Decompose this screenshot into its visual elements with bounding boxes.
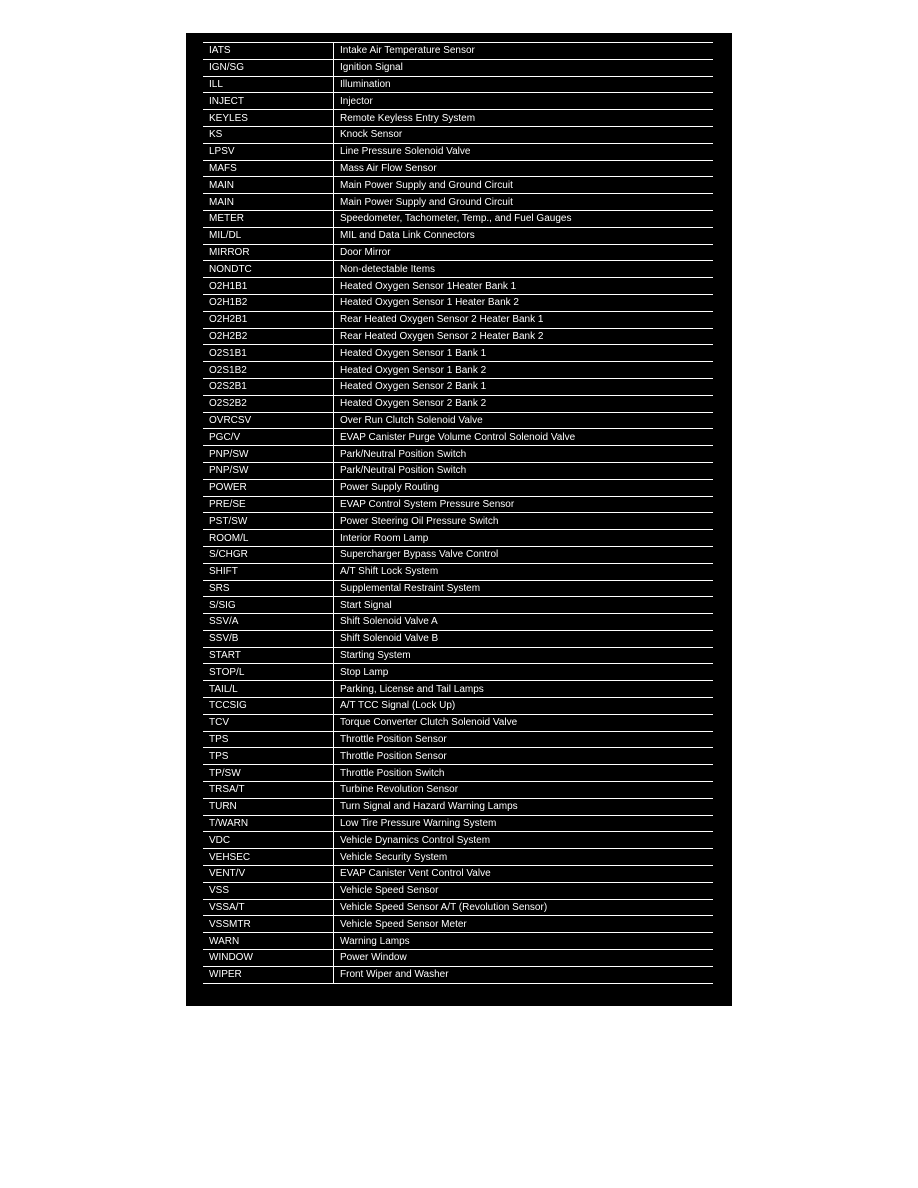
abbreviation-code: TRSA/T: [203, 782, 334, 799]
abbreviation-description: Power Supply Routing: [334, 479, 714, 496]
abbreviation-code: VSS: [203, 882, 334, 899]
abbreviation-description: Throttle Position Switch: [334, 765, 714, 782]
table-row: [203, 782, 713, 799]
abbreviation-description: Rear Heated Oxygen Sensor 2 Heater Bank 2: [334, 328, 714, 345]
abbreviation-description: Power Window: [334, 950, 714, 967]
abbreviation-code: PRE/SE: [203, 496, 334, 513]
table-row: [203, 59, 713, 76]
abbreviation-description: Heated Oxygen Sensor 1 Bank 2: [334, 362, 714, 379]
abbreviation-code: O2S2B1: [203, 378, 334, 395]
abbreviation-code: SSV/A: [203, 614, 334, 631]
table-row: [203, 261, 713, 278]
abbreviation-code: POWER: [203, 479, 334, 496]
abbreviation-code: MIL/DL: [203, 227, 334, 244]
table-row: [203, 899, 713, 916]
abbreviation-code: SHIFT: [203, 563, 334, 580]
table-row: [203, 110, 713, 127]
abbreviation-description: Stop Lamp: [334, 664, 714, 681]
abbreviation-code: VEHSEC: [203, 849, 334, 866]
abbreviation-description: Low Tire Pressure Warning System: [334, 815, 714, 832]
abbreviation-code: TCCSIG: [203, 698, 334, 715]
abbreviation-code: IATS: [203, 43, 334, 60]
table-row: [203, 714, 713, 731]
table-row: [203, 597, 713, 614]
table-row: [203, 479, 713, 496]
abbreviation-description: Vehicle Dynamics Control System: [334, 832, 714, 849]
abbreviation-code: PGC/V: [203, 429, 334, 446]
table-row: [203, 664, 713, 681]
table-row: [203, 311, 713, 328]
abbreviation-code: WARN: [203, 933, 334, 950]
abbreviation-description: Non-detectable Items: [334, 261, 714, 278]
abbreviation-description: Heated Oxygen Sensor 2 Bank 1: [334, 378, 714, 395]
table-row: [203, 227, 713, 244]
table-row: [203, 294, 713, 311]
abbreviation-description: Start Signal: [334, 597, 714, 614]
abbreviation-code: TPS: [203, 731, 334, 748]
table-row: [203, 446, 713, 463]
abbreviation-description: A/T TCC Signal (Lock Up): [334, 698, 714, 715]
abbreviation-code: STOP/L: [203, 664, 334, 681]
table-row: [203, 765, 713, 782]
abbreviation-description: Power Steering Oil Pressure Switch: [334, 513, 714, 530]
abbreviation-code: O2H1B2: [203, 294, 334, 311]
abbreviation-description: Over Run Clutch Solenoid Valve: [334, 412, 714, 429]
abbreviation-description: Throttle Position Sensor: [334, 731, 714, 748]
table-row: [203, 160, 713, 177]
abbreviation-code: VDC: [203, 832, 334, 849]
table-row: [203, 580, 713, 597]
table-row: [203, 345, 713, 362]
abbreviation-code: VENT/V: [203, 866, 334, 883]
abbreviation-code: PNP/SW: [203, 446, 334, 463]
table-row: [203, 43, 713, 60]
abbreviation-description: Ignition Signal: [334, 59, 714, 76]
table-row: [203, 950, 713, 967]
abbreviation-code: TURN: [203, 798, 334, 815]
table-row: [203, 194, 713, 211]
table-row: [203, 563, 713, 580]
table-row: [203, 815, 713, 832]
table-row: [203, 210, 713, 227]
abbreviation-description: Vehicle Speed Sensor A/T (Revolution Sensor): [334, 899, 714, 916]
abbreviation-description: Door Mirror: [334, 244, 714, 261]
table-row: [203, 513, 713, 530]
abbreviation-code: OVRCSV: [203, 412, 334, 429]
table-row: [203, 866, 713, 883]
abbreviation-description: Interior Room Lamp: [334, 530, 714, 547]
abbreviation-description: EVAP Canister Vent Control Valve: [334, 866, 714, 883]
abbreviation-code: ROOM/L: [203, 530, 334, 547]
abbreviation-code: O2H1B1: [203, 278, 334, 295]
abbreviation-description: Injector: [334, 93, 714, 110]
abbreviation-description: Warning Lamps: [334, 933, 714, 950]
abbreviation-panel: [186, 33, 732, 1006]
table-row: [203, 496, 713, 513]
abbreviation-code: MAIN: [203, 194, 334, 211]
table-row: [203, 244, 713, 261]
table-row: [203, 832, 713, 849]
abbreviation-code: PST/SW: [203, 513, 334, 530]
abbreviation-code: KS: [203, 126, 334, 143]
table-row: [203, 76, 713, 93]
abbreviation-description: Main Power Supply and Ground Circuit: [334, 177, 714, 194]
table-row: [203, 126, 713, 143]
abbreviation-description: Supercharger Bypass Valve Control: [334, 546, 714, 563]
abbreviation-code: VSSMTR: [203, 916, 334, 933]
table-row: [203, 378, 713, 395]
table-row: [203, 143, 713, 160]
abbreviation-code: S/CHGR: [203, 546, 334, 563]
abbreviation-code: O2S1B1: [203, 345, 334, 362]
abbreviation-description: Rear Heated Oxygen Sensor 2 Heater Bank 1: [334, 311, 714, 328]
abbreviation-description: Torque Converter Clutch Solenoid Valve: [334, 714, 714, 731]
abbreviation-code: NONDTC: [203, 261, 334, 278]
abbreviation-code: SSV/B: [203, 630, 334, 647]
table-row: [203, 966, 713, 983]
abbreviation-code: ILL: [203, 76, 334, 93]
table-row: [203, 798, 713, 815]
abbreviation-description: Front Wiper and Washer: [334, 966, 714, 983]
abbreviation-code: WINDOW: [203, 950, 334, 967]
table-row: [203, 849, 713, 866]
table-row: [203, 614, 713, 631]
table-row: [203, 429, 713, 446]
table-row: [203, 412, 713, 429]
abbreviation-description: Heated Oxygen Sensor 1 Bank 1: [334, 345, 714, 362]
abbreviation-code: LPSV: [203, 143, 334, 160]
table-row: [203, 630, 713, 647]
abbreviation-description: Throttle Position Sensor: [334, 748, 714, 765]
abbreviation-description: Park/Neutral Position Switch: [334, 462, 714, 479]
table-row: [203, 916, 713, 933]
abbreviation-code: KEYLES: [203, 110, 334, 127]
abbreviation-code: INJECT: [203, 93, 334, 110]
table-row: [203, 362, 713, 379]
abbreviation-table: [203, 42, 713, 984]
abbreviation-code: MIRROR: [203, 244, 334, 261]
abbreviation-description: Heated Oxygen Sensor 1Heater Bank 1: [334, 278, 714, 295]
abbreviation-table-body: [203, 43, 713, 984]
table-row: [203, 681, 713, 698]
abbreviation-description: Park/Neutral Position Switch: [334, 446, 714, 463]
abbreviation-code: START: [203, 647, 334, 664]
abbreviation-code: SRS: [203, 580, 334, 597]
table-row: [203, 530, 713, 547]
abbreviation-description: Heated Oxygen Sensor 2 Bank 2: [334, 395, 714, 412]
abbreviation-code: O2S2B2: [203, 395, 334, 412]
abbreviation-code: O2H2B1: [203, 311, 334, 328]
abbreviation-description: Main Power Supply and Ground Circuit: [334, 194, 714, 211]
abbreviation-code: METER: [203, 210, 334, 227]
table-row: [203, 698, 713, 715]
abbreviation-description: Shift Solenoid Valve B: [334, 630, 714, 647]
abbreviation-description: MIL and Data Link Connectors: [334, 227, 714, 244]
abbreviation-description: Shift Solenoid Valve A: [334, 614, 714, 631]
abbreviation-code: VSSA/T: [203, 899, 334, 916]
abbreviation-description: EVAP Control System Pressure Sensor: [334, 496, 714, 513]
table-row: [203, 93, 713, 110]
abbreviation-description: Knock Sensor: [334, 126, 714, 143]
table-row: [203, 748, 713, 765]
abbreviation-description: Parking, License and Tail Lamps: [334, 681, 714, 698]
table-row: [203, 177, 713, 194]
abbreviation-description: Turbine Revolution Sensor: [334, 782, 714, 799]
abbreviation-description: Vehicle Speed Sensor: [334, 882, 714, 899]
abbreviation-description: Intake Air Temperature Sensor: [334, 43, 714, 60]
abbreviation-code: IGN/SG: [203, 59, 334, 76]
abbreviation-code: O2S1B2: [203, 362, 334, 379]
table-row: [203, 546, 713, 563]
abbreviation-code: PNP/SW: [203, 462, 334, 479]
abbreviation-code: S/SIG: [203, 597, 334, 614]
abbreviation-description: Remote Keyless Entry System: [334, 110, 714, 127]
abbreviation-code: TPS: [203, 748, 334, 765]
abbreviation-description: A/T Shift Lock System: [334, 563, 714, 580]
abbreviation-code: O2H2B2: [203, 328, 334, 345]
abbreviation-code: T/WARN: [203, 815, 334, 832]
abbreviation-description: Line Pressure Solenoid Valve: [334, 143, 714, 160]
abbreviation-code: TAIL/L: [203, 681, 334, 698]
abbreviation-code: TP/SW: [203, 765, 334, 782]
table-row: [203, 731, 713, 748]
table-row: [203, 933, 713, 950]
table-row: [203, 328, 713, 345]
table-row: [203, 278, 713, 295]
abbreviation-description: Supplemental Restraint System: [334, 580, 714, 597]
abbreviation-code: WIPER: [203, 966, 334, 983]
abbreviation-code: TCV: [203, 714, 334, 731]
abbreviation-description: Speedometer, Tachometer, Temp., and Fuel Gauges: [334, 210, 714, 227]
table-row: [203, 462, 713, 479]
abbreviation-description: Vehicle Security System: [334, 849, 714, 866]
abbreviation-description: Vehicle Speed Sensor Meter: [334, 916, 714, 933]
table-row: [203, 395, 713, 412]
table-row: [203, 647, 713, 664]
table-row: [203, 882, 713, 899]
abbreviation-code: MAIN: [203, 177, 334, 194]
abbreviation-description: Heated Oxygen Sensor 1 Heater Bank 2: [334, 294, 714, 311]
abbreviation-description: EVAP Canister Purge Volume Control Solenoid Valve: [334, 429, 714, 446]
abbreviation-description: Starting System: [334, 647, 714, 664]
abbreviation-code: MAFS: [203, 160, 334, 177]
abbreviation-description: Illumination: [334, 76, 714, 93]
abbreviation-description: Mass Air Flow Sensor: [334, 160, 714, 177]
abbreviation-description: Turn Signal and Hazard Warning Lamps: [334, 798, 714, 815]
